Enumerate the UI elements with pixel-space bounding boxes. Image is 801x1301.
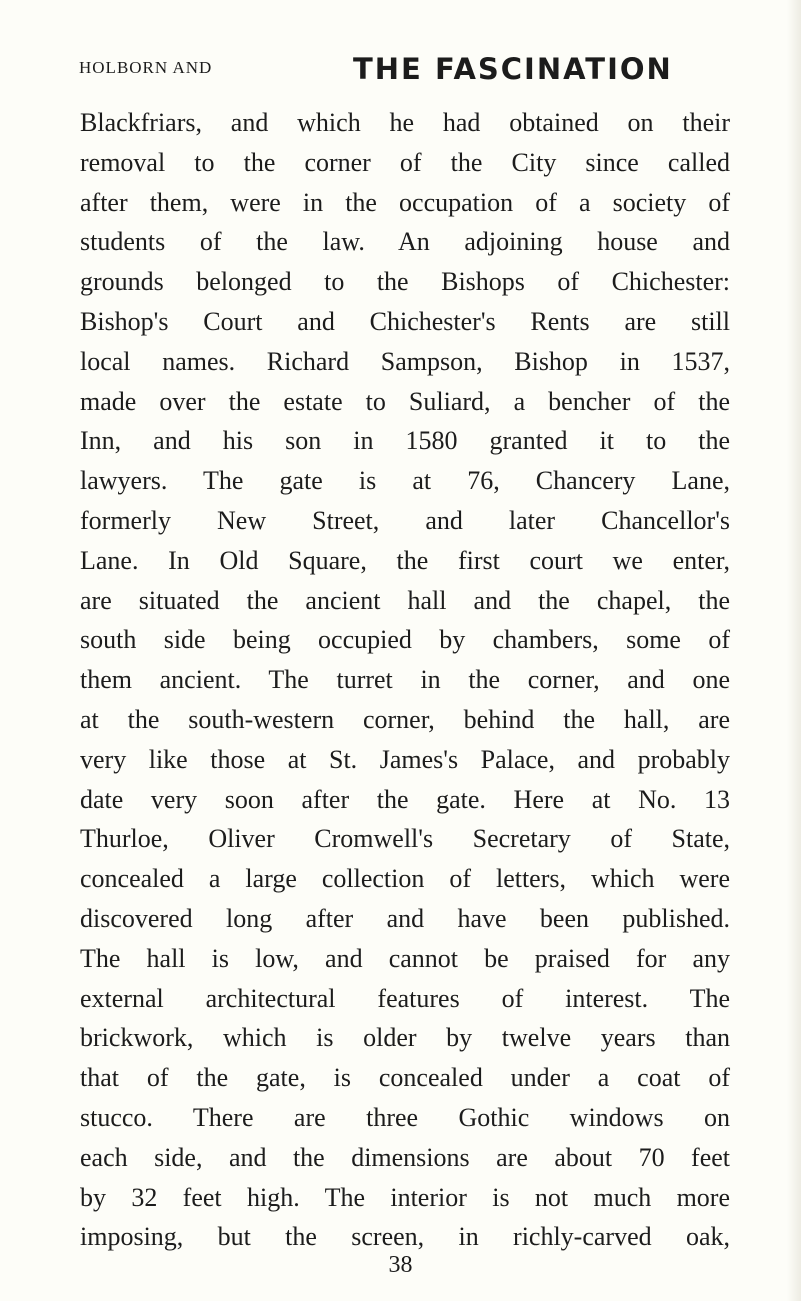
- text-line: formerly New Street, and later Chancellor's: [80, 505, 730, 535]
- text-line: stucco. There are three Gothic windows on: [80, 1102, 730, 1132]
- text-line: at the south-western corner, behind the hall, are: [80, 704, 730, 734]
- page-number: 38: [388, 1252, 413, 1278]
- text-line: by 32 feet high. The interior is not much more: [80, 1182, 730, 1212]
- text-line: Thurloe, Oliver Cromwell's Secretary of State,: [80, 824, 730, 854]
- text-line: imposing, but the screen, in richly-carved oak,: [80, 1222, 730, 1252]
- text-line: south side being occupied by chambers, some of: [80, 625, 730, 655]
- text-line: date very soon after the gate. Here at No. 13: [80, 784, 730, 814]
- text-line: are situated the ancient hall and the chapel, the: [80, 585, 730, 615]
- text-line: external architectural features of interest. The: [80, 983, 730, 1013]
- text-line: removal to the corner of the City since called: [80, 147, 730, 177]
- text-line: Inn, and his son in 1580 granted it to the: [80, 426, 730, 456]
- text-line: brickwork, which is older by twelve years than: [80, 1023, 730, 1053]
- text-line: grounds belonged to the Bishops of Chichester:: [80, 267, 730, 297]
- running-head-title: THE FASCINATION: [353, 52, 673, 86]
- text-line: concealed a large collection of letters, which were: [80, 864, 730, 894]
- text-line: made over the estate to Suliard, a bencher of the: [80, 386, 730, 416]
- text-line: after them, were in the occupation of a society of: [80, 187, 730, 217]
- text-line: very like those at St. James's Palace, and probably: [80, 744, 730, 774]
- running-head-left: HOLBORN AND: [79, 58, 213, 77]
- text-line: students of the law. An adjoining house and: [80, 227, 730, 257]
- text-line: Bishop's Court and Chichester's Rents are still: [80, 306, 730, 336]
- body-text: [80, 103, 730, 1257]
- running-head: [79, 52, 719, 92]
- text-line: The hall is low, and cannot be praised for any: [80, 943, 730, 973]
- text-line: Lane. In Old Square, the first court we enter,: [80, 545, 730, 575]
- text-line: lawyers. The gate is at 76, Chancery Lane,: [80, 466, 730, 496]
- text-line: them ancient. The turret in the corner, and one: [80, 665, 730, 695]
- text-line: local names. Richard Sampson, Bishop in 1537,: [80, 346, 730, 376]
- text-line: each side, and the dimensions are about 70 feet: [80, 1142, 730, 1172]
- text-line: that of the gate, is concealed under a coat of: [80, 1063, 730, 1093]
- page-edge-shadow: [787, 0, 801, 1301]
- text-line: discovered long after and have been published.: [80, 903, 730, 933]
- text-line: Blackfriars, and which he had obtained on their: [80, 108, 730, 137]
